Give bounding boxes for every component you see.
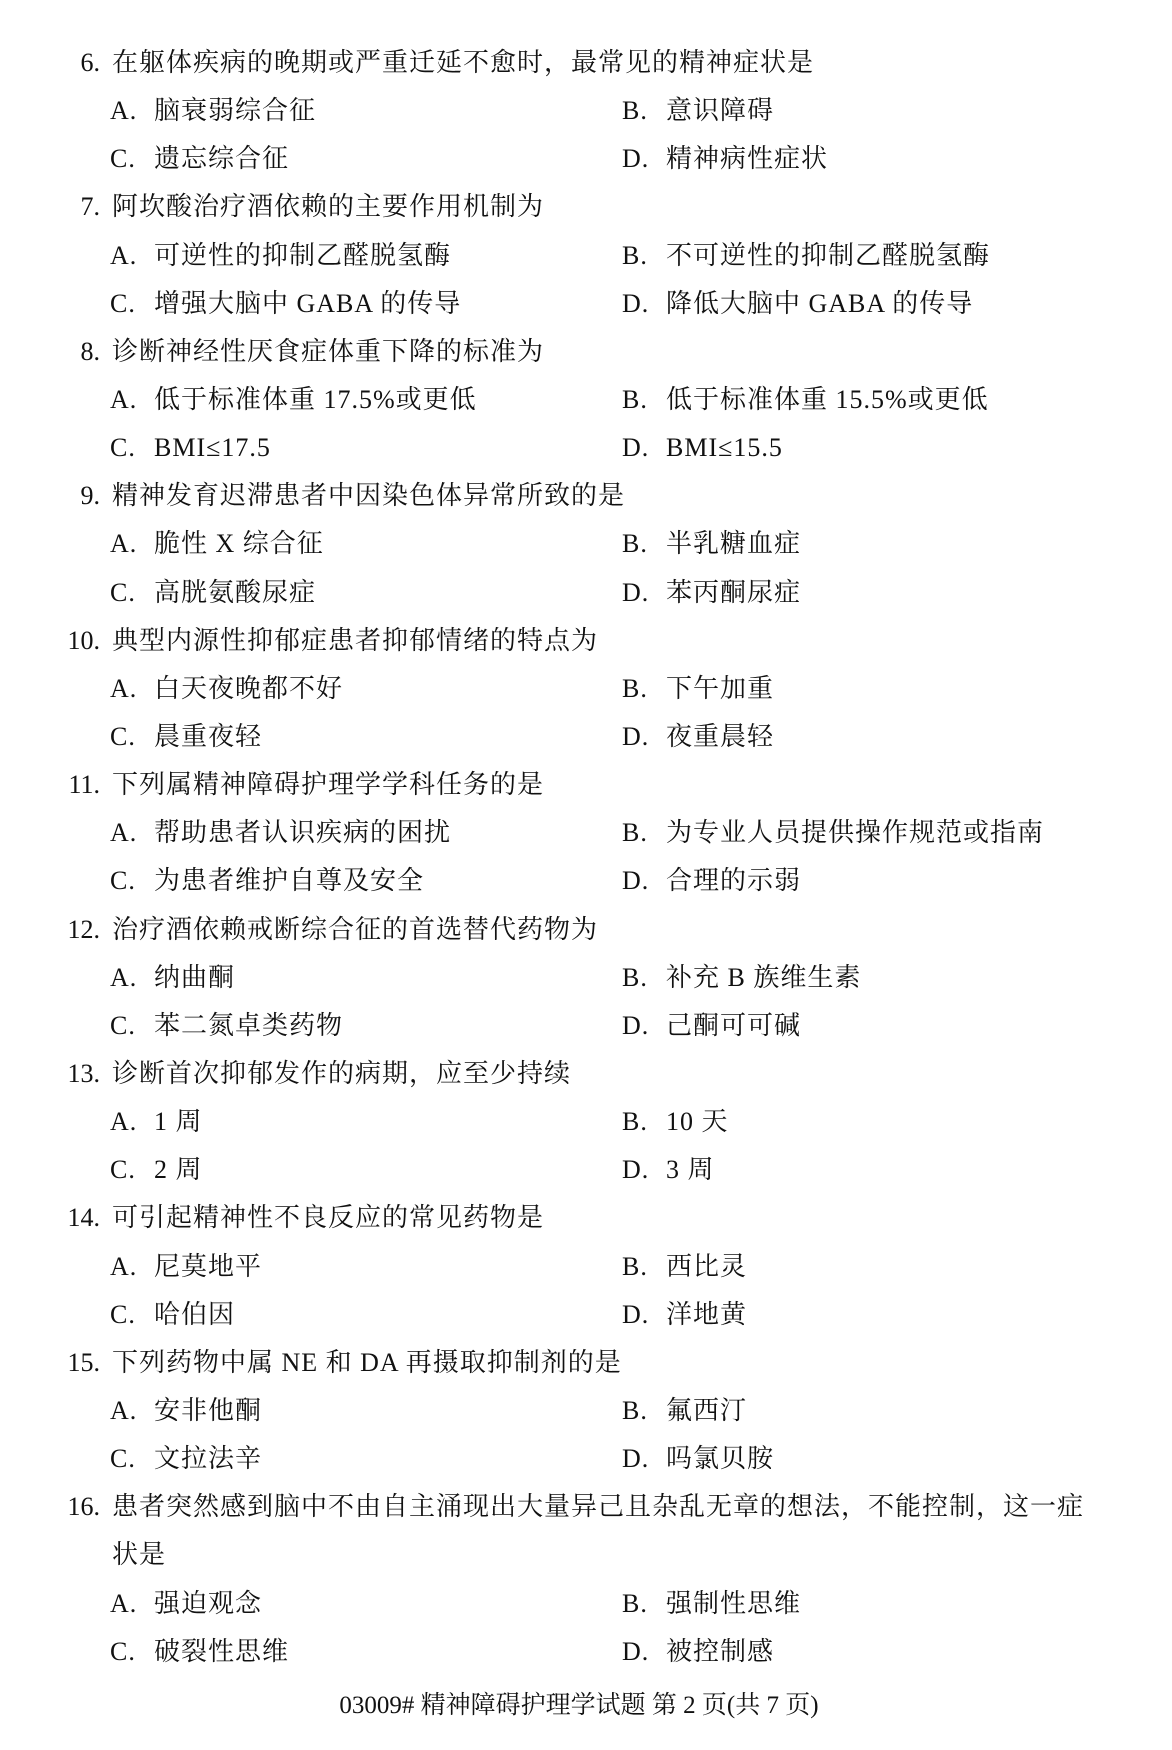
option-b — [622, 665, 774, 713]
question-text: 在躯体疾病的晚期或严重迁延不愈时，最常见的精神症状是 — [112, 48, 815, 77]
question-text: 下列属精神障碍护理学学科任务的是 — [112, 770, 545, 800]
option-b — [622, 87, 774, 135]
option-label: D. — [622, 721, 650, 751]
option-text: 纳曲酮 — [154, 962, 236, 992]
option-text: 为患者维护自尊及安全 — [154, 866, 425, 896]
option-text: 合理的示弱 — [666, 866, 802, 896]
option-d — [622, 280, 973, 328]
option-b — [622, 232, 990, 280]
option-a — [110, 520, 324, 568]
option-text: 10 天 — [666, 1107, 729, 1137]
option-text: 文拉法辛 — [154, 1444, 263, 1474]
option-label: D. — [622, 1299, 650, 1329]
options-row — [0, 135, 1172, 183]
option-label: D. — [622, 1636, 650, 1666]
question-8 — [0, 328, 1172, 472]
option-a — [110, 232, 451, 280]
option-text: 吗氯贝胺 — [666, 1444, 775, 1474]
question-9 — [0, 472, 1172, 616]
question-number: 11. — [68, 770, 100, 800]
option-label: A. — [110, 240, 138, 270]
question-text: 可引起精神性不良反应的常见药物是 — [112, 1203, 545, 1233]
options-row — [0, 1098, 1172, 1146]
option-text: 3 周 — [666, 1155, 715, 1185]
option-a — [110, 1098, 203, 1146]
option-text: 高胱氨酸尿症 — [154, 577, 317, 607]
option-d — [622, 1435, 774, 1483]
question-stem-line — [0, 1483, 1172, 1531]
option-label: D. — [622, 1155, 650, 1185]
option-c — [110, 1628, 289, 1676]
option-text: 低于标准体重 17.5%或更低 — [154, 384, 477, 414]
option-a — [110, 1580, 262, 1628]
options-row — [0, 280, 1172, 328]
option-text: 低于标准体重 15.5%或更低 — [666, 384, 989, 414]
options-row — [0, 857, 1172, 905]
option-label: B. — [622, 962, 648, 992]
option-label: C. — [110, 1299, 136, 1329]
question-number: 12. — [67, 914, 100, 944]
question-10 — [0, 617, 1172, 761]
option-text: 增强大脑中 GABA 的传导 — [154, 288, 462, 318]
option-text: 强迫观念 — [154, 1588, 263, 1618]
option-label: D. — [622, 144, 650, 174]
option-label: A. — [110, 1588, 138, 1618]
option-label: C. — [110, 1444, 136, 1474]
option-label: D. — [622, 288, 650, 318]
question-number: 16. — [67, 1492, 100, 1522]
question-text: 治疗酒依赖戒断综合征的首选替代药物为 — [112, 914, 599, 944]
option-text: 半乳糖血症 — [666, 529, 802, 559]
option-label: A. — [110, 673, 138, 703]
question-12 — [0, 906, 1172, 1050]
question-stem-line — [0, 39, 1172, 87]
option-a — [110, 1387, 262, 1435]
option-d — [622, 1628, 774, 1676]
option-label: D. — [622, 577, 650, 607]
option-b — [622, 954, 861, 1002]
option-a — [110, 809, 451, 857]
question-text: 患者突然感到脑中不由自主涌现出大量异己且杂乱无章的想法，不能控制，这一症 — [112, 1492, 1085, 1522]
question-number: 9. — [80, 481, 100, 511]
question-number: 13. — [67, 1058, 100, 1088]
options-row — [0, 1628, 1172, 1676]
option-label: C. — [110, 288, 136, 318]
option-text: 降低大脑中 GABA 的传导 — [666, 288, 974, 318]
option-text: 补充 B 族维生素 — [666, 962, 862, 992]
question-stem-line — [0, 1339, 1172, 1387]
option-label: B. — [622, 529, 648, 559]
option-c — [110, 857, 424, 905]
options-row — [0, 954, 1172, 1002]
option-text: 安非他酮 — [154, 1395, 263, 1425]
option-d — [622, 1146, 715, 1194]
option-text: 脆性 X 综合征 — [154, 529, 324, 559]
options-row — [0, 424, 1172, 472]
option-text: 己酮可可碱 — [666, 1010, 802, 1040]
option-label: D. — [622, 1444, 650, 1474]
option-d — [622, 135, 828, 183]
option-text: 遗忘综合征 — [154, 144, 290, 174]
option-label: B. — [622, 240, 648, 270]
option-b — [622, 1387, 747, 1435]
option-c — [110, 713, 262, 761]
question-stem-line — [0, 1050, 1172, 1098]
option-text: 被控制感 — [666, 1636, 775, 1666]
option-a — [110, 665, 343, 713]
option-b — [622, 520, 801, 568]
option-b — [622, 1098, 729, 1146]
option-label: B. — [622, 1251, 648, 1281]
option-text: 脑衰弱综合征 — [154, 96, 317, 126]
option-text: 苯二氮卓类药物 — [154, 1010, 344, 1040]
question-text: 诊断首次抑郁发作的病期，应至少持续 — [112, 1058, 572, 1088]
question-stem-line — [0, 1531, 1172, 1579]
question-16 — [0, 1483, 1172, 1676]
option-label: B. — [622, 818, 648, 848]
option-text: 为专业人员提供操作规范或指南 — [666, 818, 1045, 848]
option-a — [110, 1243, 262, 1291]
option-text: 精神病性症状 — [666, 144, 829, 174]
question-text: 典型内源性抑郁症患者抑郁情绪的特点为 — [112, 625, 599, 655]
option-a — [110, 376, 477, 424]
option-c — [110, 1435, 262, 1483]
question-number: 6. — [80, 48, 100, 77]
option-label: C. — [110, 1010, 136, 1040]
option-label: B. — [622, 1107, 648, 1137]
option-text: 下午加重 — [666, 673, 775, 703]
option-text: 氟西汀 — [666, 1395, 748, 1425]
option-text: 苯丙酮尿症 — [666, 577, 802, 607]
option-label: C. — [110, 866, 136, 896]
question-stem-line — [0, 472, 1172, 520]
question-number: 14. — [67, 1203, 100, 1233]
option-label: A. — [110, 1107, 138, 1137]
options-row — [0, 520, 1172, 568]
options-row — [0, 665, 1172, 713]
option-c — [110, 280, 461, 328]
question-stem-line — [0, 328, 1172, 376]
question-stem-line — [0, 906, 1172, 954]
options-row — [0, 1580, 1172, 1628]
option-label: B. — [622, 673, 648, 703]
option-d — [622, 713, 774, 761]
question-15 — [0, 1339, 1172, 1483]
option-d — [622, 569, 801, 617]
options-row — [0, 1291, 1172, 1339]
option-text: 夜重晨轻 — [666, 721, 775, 751]
option-label: C. — [110, 577, 136, 607]
option-text: 帮助患者认识疾病的困扰 — [154, 818, 452, 848]
option-text: 白天夜晚都不好 — [154, 673, 344, 703]
option-c — [110, 1002, 343, 1050]
option-text: BMI≤15.5 — [666, 433, 783, 463]
options-row — [0, 569, 1172, 617]
question-number: 15. — [67, 1347, 100, 1377]
option-d — [622, 857, 801, 905]
option-text: 2 周 — [154, 1155, 203, 1185]
option-label: A. — [110, 384, 138, 414]
option-b — [622, 1580, 801, 1628]
question-number: 10. — [67, 625, 100, 655]
option-label: A. — [110, 1395, 138, 1425]
options-row — [0, 1002, 1172, 1050]
option-d — [622, 1291, 747, 1339]
option-text: 可逆性的抑制乙醛脱氢酶 — [154, 240, 452, 270]
option-c — [110, 1291, 235, 1339]
option-text: 尼莫地平 — [154, 1251, 263, 1281]
option-a — [110, 954, 235, 1002]
option-b — [622, 376, 989, 424]
option-label: D. — [622, 433, 650, 463]
option-text: 洋地黄 — [666, 1299, 748, 1329]
option-a — [110, 87, 316, 135]
options-row — [0, 87, 1172, 135]
option-label: C. — [110, 433, 136, 463]
question-7 — [0, 183, 1172, 327]
question-stem-line — [0, 617, 1172, 665]
option-d — [622, 424, 783, 472]
options-row — [0, 1435, 1172, 1483]
options-row — [0, 1146, 1172, 1194]
option-c — [110, 569, 316, 617]
option-b — [622, 1243, 747, 1291]
question-number: 7. — [80, 192, 100, 222]
option-text: 意识障碍 — [666, 96, 775, 126]
question-11 — [0, 761, 1172, 905]
option-label: C. — [110, 144, 136, 174]
question-stem-line — [0, 183, 1172, 231]
option-c — [110, 424, 271, 472]
question-number: 8. — [80, 336, 100, 366]
question-stem-line — [0, 761, 1172, 809]
options-row — [0, 713, 1172, 761]
question-text: 诊断神经性厌食症体重下降的标准为 — [112, 336, 545, 366]
question-text: 阿坎酸治疗酒依赖的主要作用机制为 — [112, 192, 545, 222]
option-text: 晨重夜轻 — [154, 721, 263, 751]
option-c — [110, 135, 289, 183]
option-label: A. — [110, 818, 138, 848]
option-label: C. — [110, 1636, 136, 1666]
option-label: A. — [110, 1251, 138, 1281]
question-6 — [0, 39, 1172, 183]
option-label: C. — [110, 721, 136, 751]
options-row — [0, 1243, 1172, 1291]
option-d — [622, 1002, 801, 1050]
option-text: 不可逆性的抑制乙醛脱氢酶 — [666, 240, 991, 270]
option-text: 1 周 — [154, 1107, 203, 1137]
option-label: B. — [622, 96, 648, 126]
options-row — [0, 232, 1172, 280]
question-text: 精神发育迟滞患者中因染色体异常所致的是 — [112, 481, 626, 511]
question-text: 下列药物中属 NE 和 DA 再摄取抑制剂的是 — [112, 1347, 622, 1377]
option-label: B. — [622, 1588, 648, 1618]
option-text: 破裂性思维 — [154, 1636, 290, 1666]
option-label: A. — [110, 529, 138, 559]
question-stem-line — [0, 1194, 1172, 1242]
option-text: 哈伯因 — [154, 1299, 236, 1329]
option-label: B. — [622, 1395, 648, 1425]
question-text: 状是 — [112, 1540, 167, 1570]
option-text: BMI≤17.5 — [154, 433, 271, 463]
options-row — [0, 809, 1172, 857]
option-label: A. — [110, 96, 138, 126]
option-c — [110, 1146, 203, 1194]
question-14 — [0, 1194, 1172, 1338]
option-text: 西比灵 — [666, 1251, 748, 1281]
option-label: C. — [110, 1155, 136, 1185]
option-label: B. — [622, 384, 648, 414]
page-footer: 03009# 精神障碍护理学试题 第 2 页(共 7 页) — [339, 1692, 819, 1719]
exam-page — [0, 39, 1172, 1676]
question-13 — [0, 1050, 1172, 1194]
option-label: D. — [622, 1010, 650, 1040]
option-b — [622, 809, 1044, 857]
option-label: A. — [110, 962, 138, 992]
options-row — [0, 1387, 1172, 1435]
option-text: 强制性思维 — [666, 1588, 802, 1618]
options-row — [0, 376, 1172, 424]
option-label: D. — [622, 866, 650, 896]
